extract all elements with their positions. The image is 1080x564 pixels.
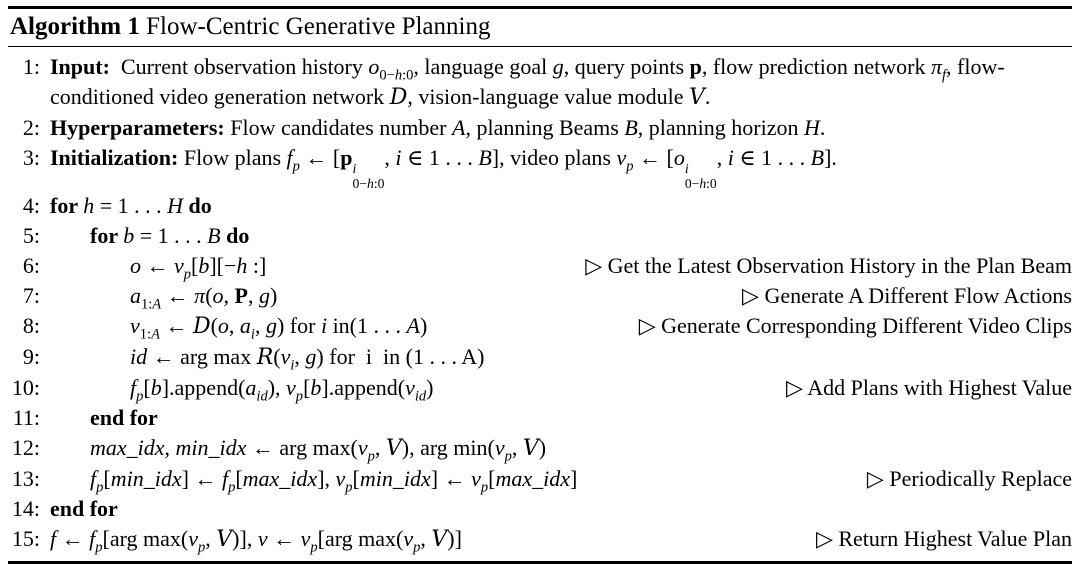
token-i: i	[684, 161, 689, 177]
token-r: [	[103, 466, 111, 492]
subscript	[140, 326, 160, 342]
token-i: i	[352, 161, 357, 177]
subscript	[141, 296, 161, 312]
token-c: V	[522, 436, 539, 462]
token-c: V	[431, 527, 448, 553]
token-i: a	[245, 375, 257, 401]
token-i: i	[250, 326, 255, 343]
line-number: 5:	[22, 223, 40, 249]
token-i: id	[256, 388, 268, 405]
token-r: ,	[420, 526, 432, 552]
token-i: g	[552, 54, 564, 79]
algorithm-line	[8, 524, 1072, 555]
token-i: b	[310, 375, 322, 401]
subscript	[368, 448, 375, 464]
token-c: D	[192, 314, 211, 340]
token-i: o	[217, 313, 229, 339]
token-b: Hyperparameters:	[50, 115, 225, 140]
token-i: g	[258, 283, 270, 309]
token-b: for	[50, 193, 84, 219]
token-b: p	[340, 145, 353, 170]
token-r: [	[143, 375, 151, 401]
token-i: h	[236, 253, 248, 279]
token-i: p	[292, 158, 300, 175]
line-number: 14:	[11, 496, 40, 522]
token-r: ]	[569, 466, 578, 492]
token-i: max_idx	[242, 466, 318, 492]
line-content	[50, 311, 427, 342]
line-number: 12:	[11, 435, 40, 461]
token-r: ].	[824, 145, 837, 170]
token-r: ), arg min(	[401, 435, 495, 461]
token-r: , flow prediction network	[701, 54, 931, 79]
subscript	[379, 67, 413, 83]
subscript	[345, 479, 352, 495]
token-r: ,	[247, 283, 259, 309]
algorithm-label: Algorithm 1	[10, 13, 140, 40]
token-r: [	[352, 466, 360, 492]
token-b: Initialization:	[50, 145, 179, 170]
token-r: )],	[232, 526, 258, 552]
token-r: ,	[228, 313, 240, 339]
token-i: π	[930, 54, 942, 79]
token-r: [	[235, 466, 243, 492]
token-r: :0	[706, 175, 717, 191]
subscript	[95, 539, 102, 555]
token-i: v	[403, 526, 414, 552]
token-r: (	[210, 313, 218, 339]
line-content	[50, 524, 462, 555]
token-r: ←	[267, 526, 301, 552]
algorithm-line	[8, 342, 1072, 373]
token-i: f	[130, 375, 137, 401]
token-i: h	[367, 175, 374, 191]
token-r: ←	[161, 283, 195, 309]
token-i: p	[310, 539, 318, 556]
token-i: H	[167, 193, 184, 219]
token-r: ∈ 1 . . .	[733, 145, 811, 170]
token-r: ,	[294, 344, 306, 370]
token-i: B	[810, 145, 825, 170]
token-i: v	[257, 526, 268, 552]
token-r: , vision-language value module	[407, 84, 689, 109]
token-i: h	[394, 67, 403, 84]
token-r: ) for i in (1 . . . A)	[316, 344, 485, 370]
algorithm-line	[8, 221, 1072, 251]
token-r: (	[205, 283, 213, 309]
token-r: [arg max(	[317, 526, 404, 552]
token-i: a	[239, 313, 251, 339]
token-r: , planning horizon	[637, 115, 804, 140]
token-i: v	[280, 344, 291, 370]
token-i: p	[96, 479, 104, 496]
token-i: i	[727, 145, 734, 170]
token-i: f	[90, 466, 97, 492]
token-r: ,	[511, 435, 523, 461]
token-i: p	[228, 479, 236, 496]
token-r: ∈ 1 . . .	[401, 145, 479, 170]
token-i: v	[188, 526, 199, 552]
token-i: H	[804, 115, 820, 140]
token-r: ← [	[633, 145, 674, 170]
token-r: [	[303, 375, 311, 401]
token-i: v	[174, 253, 184, 279]
token-r: ][−	[209, 253, 237, 279]
token-r: 0−	[379, 67, 395, 84]
token-i: p	[480, 479, 489, 496]
algorithm-body	[8, 47, 1072, 561]
token-r: ] ←	[430, 466, 472, 492]
line-number: 13:	[11, 466, 40, 492]
algorithm-line	[8, 403, 1072, 433]
token-r: ].append(	[321, 375, 406, 401]
token-r: = 1 . . .	[94, 193, 168, 219]
token-r: :]	[247, 253, 267, 279]
token-i: f	[89, 526, 96, 552]
token-c: D	[389, 85, 408, 110]
algorithm-line	[8, 433, 1072, 464]
token-r: , query points	[563, 54, 690, 79]
subscript	[685, 177, 717, 191]
algorithm-line	[8, 251, 1072, 281]
subscript	[415, 388, 426, 404]
supsub-stack	[685, 162, 717, 191]
token-r: ] ←	[181, 466, 222, 492]
token-r: (	[273, 344, 281, 370]
token-i: p	[183, 266, 192, 283]
token-i: f	[941, 67, 947, 84]
token-i: v	[616, 145, 627, 170]
token-r: [arg max(	[102, 526, 189, 552]
token-r: Flow candidates number	[224, 115, 453, 140]
token-r: )	[269, 283, 278, 309]
line-content	[50, 251, 266, 281]
token-r: ),	[267, 375, 287, 401]
line-comment: ▷ Get the Latest Observation History in the Plan Beam	[585, 253, 1072, 279]
algorithm-line	[8, 143, 1072, 191]
algorithm-line	[8, 113, 1072, 143]
token-r: ,	[374, 435, 386, 461]
line-content	[50, 281, 277, 311]
line-number: 6:	[22, 253, 40, 279]
token-i: A	[406, 313, 420, 339]
token-r: ,	[384, 145, 396, 170]
token-i: A	[151, 326, 160, 343]
token-c: V	[216, 527, 233, 553]
token-i: g	[305, 344, 317, 370]
token-i: p	[198, 539, 206, 556]
token-r: [	[191, 253, 199, 279]
token-i: B	[624, 115, 638, 140]
token-r: Flow plans	[178, 145, 287, 170]
line-number: 11:	[12, 405, 40, 431]
token-i: min_idx	[110, 466, 182, 492]
algorithm-line	[8, 373, 1072, 403]
line-number: 10:	[11, 375, 40, 401]
subscript	[353, 177, 385, 191]
token-i: f	[286, 145, 293, 170]
line-content	[50, 403, 158, 433]
token-i: π	[194, 283, 206, 309]
token-i: p	[95, 539, 103, 556]
token-r: , planning Beams	[465, 115, 625, 140]
token-r: .	[819, 115, 826, 140]
token-r: ], video plans	[491, 145, 617, 170]
token-r: 1:	[141, 296, 153, 313]
line-comment: ▷ Generate Corresponding Different Video Clips	[638, 313, 1072, 339]
token-i: id	[414, 388, 427, 405]
token-i: g	[265, 313, 277, 339]
token-r: [	[488, 466, 496, 492]
token-i: o	[130, 253, 141, 279]
token-i: B	[207, 223, 221, 249]
token-r: ,	[164, 435, 176, 461]
line-content	[50, 464, 577, 494]
line-content	[50, 433, 546, 464]
token-i: i	[290, 357, 295, 374]
line-number: 7:	[22, 283, 40, 309]
subscript	[505, 448, 512, 464]
token-i: A	[152, 296, 162, 313]
token-i: i	[395, 145, 402, 170]
superscript	[353, 162, 385, 176]
token-r: )]	[447, 526, 462, 552]
token-r: ← arg max	[147, 344, 257, 370]
token-i: max_idx	[90, 435, 165, 461]
token-r: ← [	[299, 145, 341, 170]
token-i: p	[626, 158, 634, 175]
token-r: Current observation history	[109, 54, 369, 79]
token-i: a	[130, 283, 141, 309]
token-r: 1:	[139, 326, 152, 343]
token-i: v	[357, 435, 368, 461]
token-i: p	[295, 388, 304, 405]
line-number: 2:	[22, 115, 40, 140]
token-r: 0−	[684, 175, 700, 191]
token-r: ],	[317, 466, 336, 492]
token-r: , language goal	[413, 54, 553, 79]
token-i: b	[123, 223, 135, 249]
token-i: p	[504, 448, 512, 465]
token-b: Input:	[50, 54, 110, 79]
token-i: min_idx	[359, 466, 431, 492]
token-r: :0	[402, 67, 414, 84]
token-r: ,	[716, 145, 728, 170]
token-i: h	[699, 175, 707, 191]
algorithm-line	[8, 494, 1072, 524]
line-content	[50, 52, 1072, 113]
token-i: o	[673, 145, 685, 170]
subscript	[296, 388, 303, 404]
token-i: i	[320, 313, 328, 339]
algorithm-line	[8, 52, 1072, 113]
token-i: v	[471, 466, 481, 492]
token-i: min_idx	[175, 435, 247, 461]
token-c: V	[688, 85, 705, 110]
line-number: 1:	[22, 54, 40, 79]
token-r: ←	[56, 526, 90, 552]
line-number: 4:	[22, 193, 40, 219]
token-i: o	[368, 54, 380, 79]
token-i: h	[83, 193, 95, 219]
line-content	[50, 191, 212, 221]
token-r: 0−	[352, 175, 367, 191]
token-r: in(1 . . .	[327, 313, 407, 339]
token-i: f	[50, 526, 57, 552]
algorithm-line	[8, 311, 1072, 342]
subscript	[310, 539, 317, 555]
token-r: )	[426, 375, 434, 401]
token-i: id	[130, 344, 148, 370]
token-i: v	[494, 435, 505, 461]
token-r: )	[419, 313, 428, 339]
line-content	[50, 221, 249, 251]
token-i: p	[413, 539, 421, 556]
line-number: 8:	[22, 313, 40, 339]
token-i: A	[452, 115, 466, 140]
token-i: v	[405, 375, 415, 401]
token-i: b	[198, 253, 210, 279]
token-r: , flow-conditioned video generation network	[50, 54, 1005, 109]
subscript	[256, 388, 267, 404]
token-c: V	[385, 436, 402, 462]
token-i: b	[150, 375, 162, 401]
algorithm-title	[8, 9, 1072, 46]
token-r: ,	[223, 283, 235, 309]
token-i: p	[345, 479, 353, 496]
superscript	[685, 162, 717, 176]
algorithm-line	[8, 191, 1072, 221]
line-content	[50, 342, 484, 373]
math-group	[673, 145, 717, 191]
token-r: ← arg max(	[246, 435, 358, 461]
algorithm-name: Flow-Centric Generative Planning	[139, 13, 491, 40]
token-r: ←	[141, 253, 174, 279]
line-comment: ▷ Periodically Replace	[866, 466, 1072, 492]
token-r: ].append(	[161, 375, 246, 401]
token-r: ←	[159, 313, 193, 339]
subscript	[293, 158, 300, 174]
token-b: p	[689, 54, 702, 79]
supsub-stack	[353, 162, 385, 191]
token-i: p	[367, 448, 375, 465]
token-b: do	[220, 223, 250, 249]
token-r: ) for	[276, 313, 321, 339]
token-i: v	[335, 466, 346, 492]
subscript	[184, 266, 191, 282]
line-number: 15:	[11, 526, 40, 552]
token-r: )	[538, 435, 547, 461]
token-b: end for	[50, 496, 118, 522]
token-i: f	[221, 466, 229, 492]
token-r: ,	[205, 526, 217, 552]
token-i: B	[478, 145, 492, 170]
token-b: do	[183, 193, 212, 219]
token-c: R	[256, 345, 274, 371]
algorithm-line	[8, 464, 1072, 494]
algorithm-line	[8, 281, 1072, 311]
token-i: v	[300, 526, 311, 552]
token-b: end for	[90, 405, 158, 431]
token-i: o	[212, 283, 224, 309]
line-comment: ▷ Generate A Different Flow Actions	[742, 283, 1072, 309]
token-b: for	[90, 223, 124, 249]
math-group	[340, 145, 385, 191]
token-i: p	[136, 388, 144, 405]
token-r: .	[704, 84, 711, 109]
line-comment: ▷ Return Highest Value Plan	[815, 526, 1072, 552]
line-content	[50, 373, 433, 403]
token-i: max_idx	[495, 466, 570, 492]
token-i: v	[286, 375, 296, 401]
token-r: = 1 . . .	[134, 223, 208, 249]
token-r: ,	[254, 313, 266, 339]
token-b: P	[234, 283, 248, 309]
line-content	[50, 494, 118, 524]
token-i: v	[130, 313, 140, 339]
token-r: :0	[373, 175, 385, 191]
line-comment: ▷ Add Plans with Highest Value	[785, 375, 1072, 401]
line-content	[50, 143, 837, 191]
line-content	[50, 113, 825, 143]
line-number: 3:	[22, 145, 40, 170]
line-number: 9:	[22, 344, 40, 370]
